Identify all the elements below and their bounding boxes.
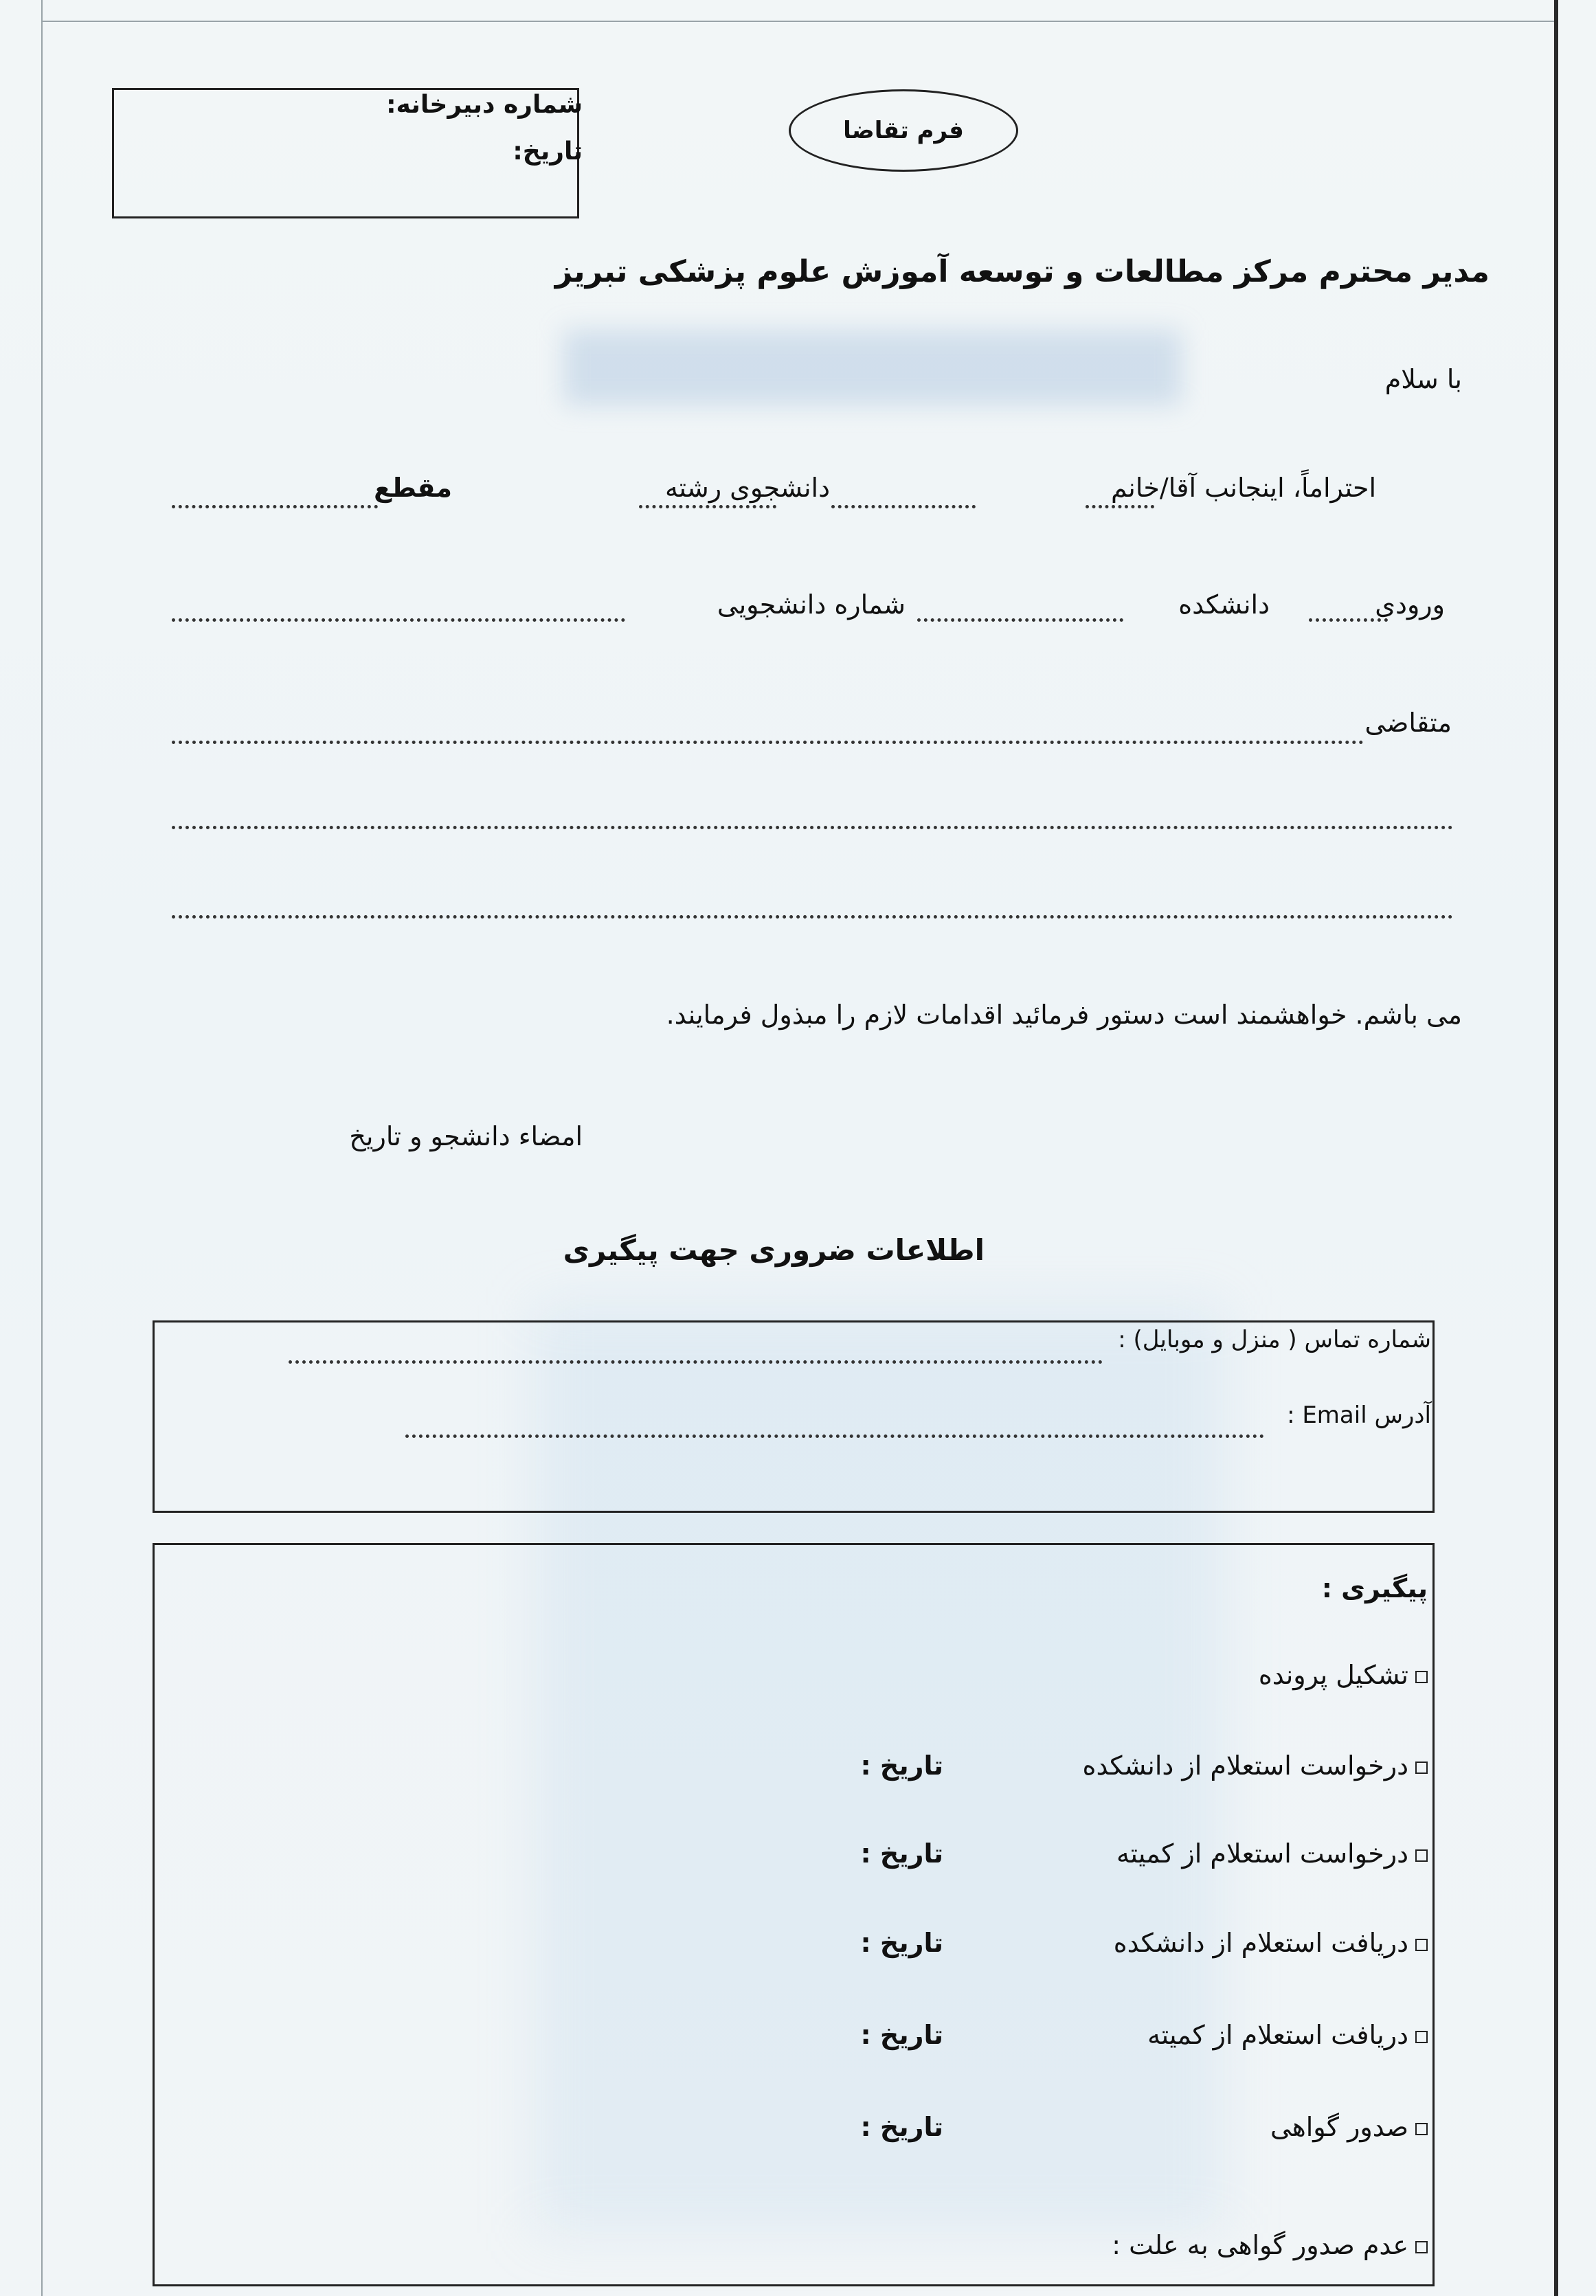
checkbox-icon <box>1415 1849 1428 1862</box>
followup-title: پیگیری : <box>1321 1573 1428 1603</box>
field-of-study-field-a[interactable] <box>831 505 976 508</box>
scan-smudge <box>563 330 1182 405</box>
checkbox-icon <box>1415 2241 1428 2253</box>
entry-label: ورودی <box>1375 589 1445 620</box>
followup-item-1[interactable]: تشکیل پرونده <box>1259 1660 1428 1690</box>
followup-date-6: تاریخ : <box>860 2112 943 2142</box>
checkbox-icon <box>1415 2123 1428 2135</box>
followup-item-2[interactable]: درخواست استعلام از دانشکده <box>1083 1751 1428 1781</box>
checkbox-icon <box>1415 2031 1428 2043</box>
phone-field[interactable] <box>289 1360 1103 1364</box>
form-title-oval <box>789 89 1018 172</box>
followup-item-6[interactable]: صدور گواهی <box>1270 2112 1428 2142</box>
field-of-study-field[interactable] <box>639 505 776 508</box>
page-border-top <box>41 21 1555 22</box>
followup-item-7[interactable]: عدم صدور گواهی به علت : <box>1112 2230 1428 2260</box>
followup-date-5: تاریخ : <box>860 2020 943 2050</box>
student-number-field[interactable] <box>172 618 625 622</box>
followup-date-4: تاریخ : <box>860 1928 943 1958</box>
greeting: با سلام <box>1384 364 1462 394</box>
page-border-left <box>41 0 43 2296</box>
secretariat-number-label: شماره دبیرخانه: <box>386 91 583 119</box>
request-field-2[interactable] <box>172 826 1453 829</box>
checkbox-icon <box>1415 1762 1428 1774</box>
phone-label: شماره تماس ( منزل و موبایل) : <box>1118 1326 1431 1353</box>
followup-date-2: تاریخ : <box>860 1751 943 1781</box>
faculty-label: دانشکده <box>1178 589 1270 620</box>
followup-item-5[interactable]: دریافت استعلام از کمیته <box>1147 2020 1428 2050</box>
followup-item-3[interactable]: درخواست استعلام از کمیته <box>1116 1838 1428 1869</box>
applicant-label: متقاضی <box>1364 708 1452 738</box>
followup-date-3: تاریخ : <box>860 1838 943 1869</box>
email-label: آدرس Email : <box>1287 1402 1431 1429</box>
student-number-label: شماره دانشجویی <box>717 589 906 620</box>
respect-text: احتراماً، اینجانب آقا/خانم <box>1110 473 1376 503</box>
signature-label: امضاء دانشجو و تاریخ <box>349 1121 583 1151</box>
followup-box <box>153 1543 1435 2286</box>
level-label: مقطع <box>374 473 452 503</box>
email-field[interactable] <box>405 1434 1264 1438</box>
faculty-field[interactable] <box>917 618 1123 622</box>
contact-section-title: اطلاعات ضروری جهت پیگیری <box>563 1233 985 1267</box>
request-field-3[interactable] <box>172 915 1453 919</box>
checkbox-icon <box>1415 1939 1428 1951</box>
closing-text: می باشم. خواهشمند است دستور فرمائید اقدامات لازم را مبذول فرمایند. <box>666 1000 1462 1030</box>
form-title: فرم تقاضا <box>843 117 964 144</box>
addressee-line: مدیر محترم مرکز مطالعات و توسعه آموزش علوم پزشکی تبریز <box>554 254 1490 289</box>
checkbox-icon <box>1415 1671 1428 1683</box>
followup-item-4[interactable]: دریافت استعلام از دانشکده <box>1114 1928 1428 1958</box>
name-field[interactable] <box>1086 505 1154 508</box>
student-field-label: دانشجوی رشته <box>665 473 830 503</box>
page-border-right <box>1554 0 1558 2296</box>
entry-field[interactable] <box>1309 618 1388 622</box>
secretariat-date-label: تاریخ: <box>513 137 583 166</box>
request-field-1[interactable] <box>172 741 1364 744</box>
level-field[interactable] <box>172 505 378 508</box>
